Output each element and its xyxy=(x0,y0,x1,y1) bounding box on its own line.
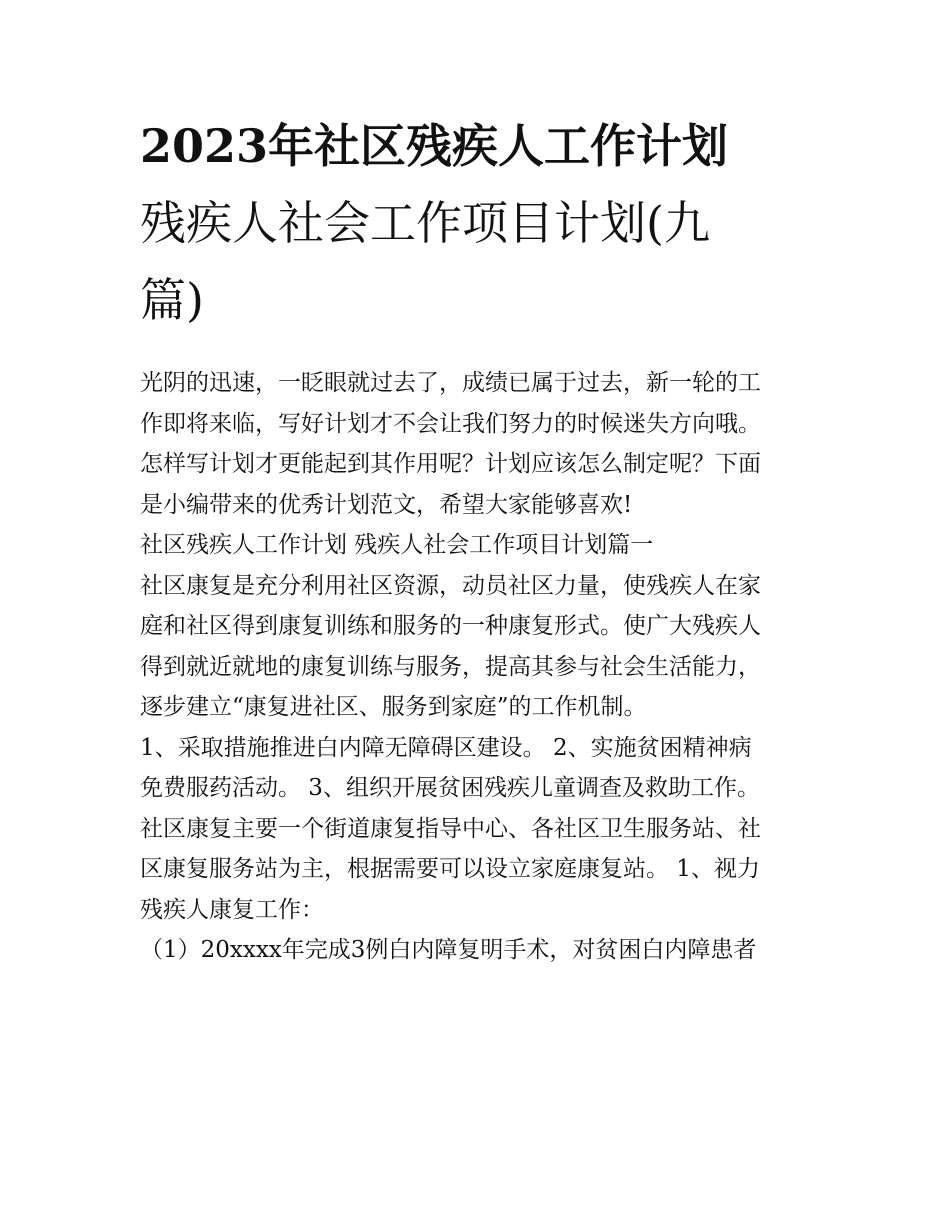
document-title xyxy=(140,108,820,339)
body-line: 怎样写计划才更能起到其作用呢？计划应该怎么制定呢？下面 xyxy=(140,451,761,477)
title-line-2: 残疾人社会工作项目计划(九 xyxy=(140,196,710,250)
body-line: 庭和社区得到康复训练和服务的一种康复形式。使广大残疾人 xyxy=(140,613,761,639)
document-page xyxy=(140,108,820,971)
section-heading: 社区残疾人工作计划 残疾人社会工作项目计划篇一 xyxy=(140,532,654,558)
body-line: 免费服药活动。 3、组织开展贫困残疾儿童调查及救助工作。 xyxy=(140,775,760,801)
document-body xyxy=(140,363,820,971)
body-line: 是小编带来的优秀计划范文，希望大家能够喜欢! xyxy=(140,491,633,518)
title-line-3: 篇) xyxy=(140,273,204,327)
body-line: 光阴的迅速，一眨眼就过去了，成绩已属于过去，新一轮的工 xyxy=(140,370,761,396)
body-line: 1、采取措施推进白内障无障碍区建设。 2、实施贫困精神病 xyxy=(140,734,752,761)
body-line: 残疾人康复工作： xyxy=(140,896,324,923)
body-line: 逐步建立“康复进社区、服务到家庭”的工作机制。 xyxy=(140,694,647,720)
body-line: 社区康复是充分利用社区资源，动员社区力量，使残疾人在家 xyxy=(140,572,761,599)
title-line-1: 2023年社区残疾人工作计划 xyxy=(140,119,729,173)
body-line: （1）20xxxx年完成3例白内障复明手术，对贫困白内障患者 xyxy=(140,937,757,963)
body-line: 作即将来临，写好计划才不会让我们努力的时候迷失方向哦。 xyxy=(140,410,761,437)
body-line: 区康复服务站为主，根据需要可以设立家庭康复站。 1、视力 xyxy=(140,856,760,882)
body-line: 社区康复主要一个街道康复指导中心、各社区卫生服务站、社 xyxy=(140,815,761,842)
body-line: 得到就近就地的康复训练与服务，提高其参与社会生活能力， xyxy=(140,653,761,680)
